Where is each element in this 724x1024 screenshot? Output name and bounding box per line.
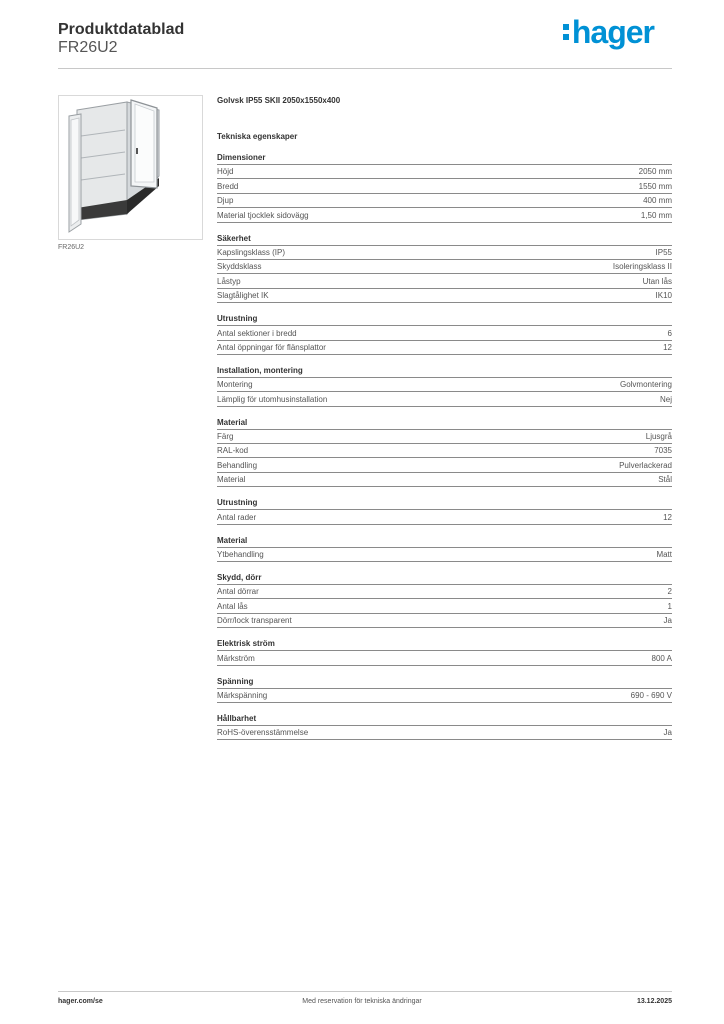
spec-value: 800 A	[651, 653, 672, 663]
footer-note: Med reservation för tekniska ändringar	[302, 998, 422, 1005]
logo-text: hager	[571, 14, 654, 50]
spec-row	[217, 614, 672, 628]
spec-row	[217, 246, 672, 260]
spec-value: Matt	[656, 550, 672, 560]
spec-label: Material	[217, 475, 246, 485]
hager-logo	[563, 14, 654, 51]
spec-label: Ytbehandling	[217, 550, 264, 560]
section-title: Elektrisk ström	[217, 638, 672, 651]
spec-section	[217, 572, 672, 628]
spec-value: Nej	[659, 394, 672, 404]
logo-dots-icon	[563, 22, 569, 42]
spec-value: 2	[667, 587, 672, 597]
spec-value: 12	[663, 512, 672, 522]
cabinet-image	[58, 95, 203, 240]
spec-row	[217, 260, 672, 274]
spec-section	[217, 233, 672, 304]
spec-section	[217, 417, 672, 488]
spec-label: Höjd	[217, 167, 234, 177]
spec-row	[217, 208, 672, 222]
footer-website: hager.com/se	[58, 998, 103, 1005]
product-code: FR26U2	[58, 39, 118, 56]
footer-date: 13.12.2025	[636, 998, 672, 1005]
product-name: Golvsk IP55 SKII 2050x1550x400	[217, 96, 341, 105]
spec-section	[217, 713, 672, 740]
spec-value: 7035	[654, 446, 672, 456]
image-caption: FR26U2	[58, 244, 85, 251]
spec-value: 690 - 690 V	[630, 690, 672, 700]
spec-label: RoHS-överensstämmelse	[217, 728, 309, 738]
spec-row	[217, 599, 672, 613]
section-title: Material	[217, 417, 672, 430]
spec-label: Antal sektioner i bredd	[217, 328, 297, 338]
spec-label: Antal rader	[217, 512, 257, 522]
spec-row	[217, 289, 672, 303]
spec-row	[217, 274, 672, 288]
spec-row	[217, 510, 672, 524]
spec-section	[217, 152, 672, 223]
spec-label: Märkspänning	[217, 690, 268, 700]
spec-row	[217, 179, 672, 193]
spec-section	[217, 313, 672, 355]
spec-value: 6	[667, 328, 672, 338]
spec-sections	[217, 152, 672, 740]
spec-value: Utan lås	[642, 276, 672, 286]
spec-value: Ja	[663, 728, 672, 738]
spec-row	[217, 378, 672, 392]
spec-label: Material tjocklek sidovägg	[217, 210, 309, 220]
section-title: Installation, montering	[217, 365, 672, 378]
spec-section	[217, 497, 672, 524]
section-title: Utrustning	[217, 313, 672, 326]
section-title: Hållbarhet	[217, 713, 672, 726]
spec-row	[217, 651, 672, 665]
spec-label: Antal lås	[217, 601, 248, 611]
spec-label: Skyddsklass	[217, 262, 262, 272]
spec-label: RAL-kod	[217, 446, 249, 456]
spec-row	[217, 165, 672, 179]
spec-row	[217, 326, 672, 340]
section-title: Säkerhet	[217, 233, 672, 246]
spec-value: Isoleringsklass II	[612, 262, 672, 272]
spec-row	[217, 726, 672, 740]
spec-label: Lämplig för utomhusinstallation	[217, 394, 328, 404]
spec-section	[217, 676, 672, 703]
footer-divider	[58, 991, 672, 992]
spec-label: Märkström	[217, 653, 255, 663]
spec-section	[217, 638, 672, 665]
spec-value: IP55	[655, 247, 672, 257]
section-title: Material	[217, 535, 672, 548]
spec-section	[217, 365, 672, 407]
spec-value: 1550 mm	[638, 181, 672, 191]
section-title: Utrustning	[217, 497, 672, 510]
spec-row	[217, 473, 672, 487]
spec-row	[217, 585, 672, 599]
spec-label: Behandling	[217, 460, 258, 470]
spec-value: 1	[667, 601, 672, 611]
spec-label: Djup	[217, 196, 234, 206]
spec-value: IK10	[655, 291, 672, 301]
spec-label: Dörr/lock transparent	[217, 616, 292, 626]
spec-label: Färg	[217, 432, 234, 442]
spec-label: Montering	[217, 380, 253, 390]
spec-value: 400 mm	[643, 196, 672, 206]
spec-row	[217, 548, 672, 562]
spec-value: 12	[663, 342, 672, 352]
spec-label: Slagtålighet IK	[217, 291, 269, 301]
spec-row	[217, 444, 672, 458]
document-title: Produktdatablad	[58, 21, 185, 38]
spec-value: 1,50 mm	[640, 210, 672, 220]
spec-label: Antal öppningar för flänsplattor	[217, 342, 326, 352]
spec-row	[217, 458, 672, 472]
section-title: Skydd, dörr	[217, 572, 672, 585]
specification-content	[217, 95, 672, 750]
spec-value: 2050 mm	[638, 167, 672, 177]
section-title: Dimensioner	[217, 152, 672, 165]
spec-value: Stål	[658, 475, 672, 485]
cabinet-illustration	[59, 96, 202, 239]
spec-label: Kapslingsklass (IP)	[217, 247, 286, 257]
section-title: Spänning	[217, 676, 672, 689]
header-divider	[58, 68, 672, 69]
spec-row	[217, 392, 672, 406]
spec-label: Bredd	[217, 181, 239, 191]
spec-row	[217, 194, 672, 208]
spec-row	[217, 341, 672, 355]
spec-value: Golvmontering	[619, 380, 672, 390]
spec-label: Låstyp	[217, 276, 241, 286]
spec-value: Ja	[663, 616, 672, 626]
spec-section	[217, 535, 672, 562]
spec-label: Antal dörrar	[217, 587, 259, 597]
spec-value: Ljusgrå	[645, 432, 672, 442]
spec-row	[217, 689, 672, 703]
spec-value: Pulverlackerad	[619, 460, 672, 470]
spec-heading: Tekniska egenskaper	[217, 132, 298, 141]
spec-row	[217, 430, 672, 444]
